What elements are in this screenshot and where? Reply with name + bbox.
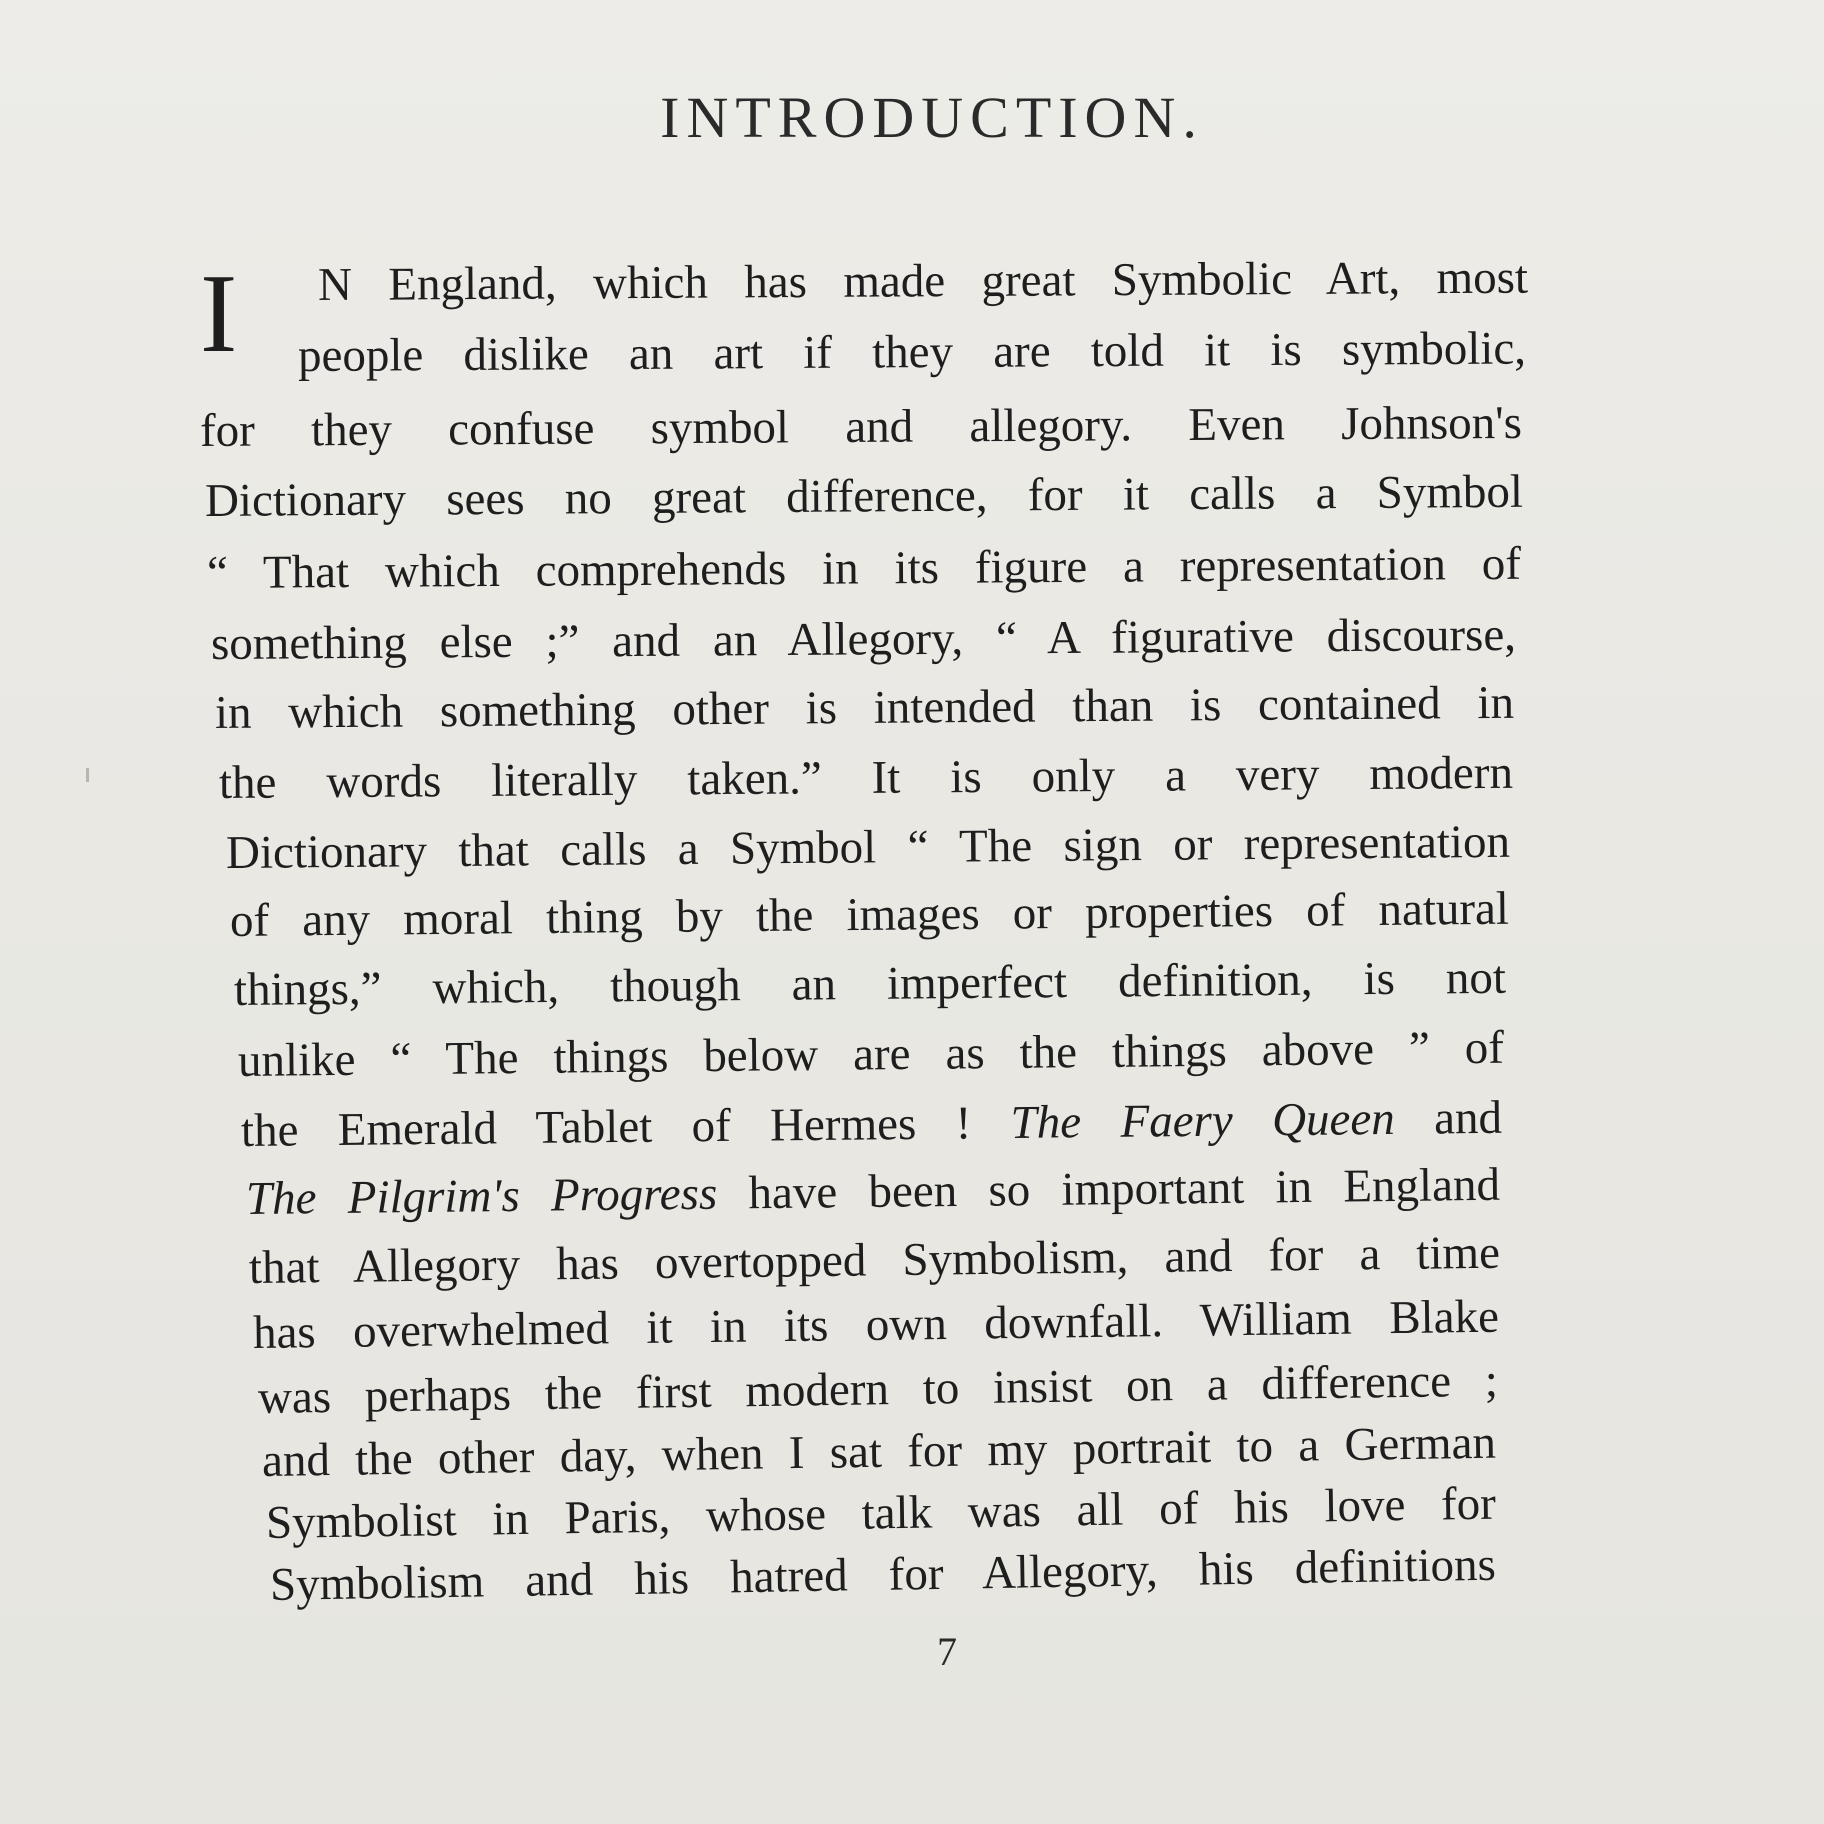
drop-cap: I	[200, 252, 238, 376]
page-number: 7	[937, 1629, 957, 1674]
text-line: in which something other is intended than is contained in	[214, 676, 1515, 739]
text-line	[240, 1091, 1503, 1157]
text-line: the words literally taken.” It is only a very modern	[218, 746, 1514, 809]
line-13-text: the Emerald Tablet of Hermes !	[240, 1097, 972, 1157]
line-14-rest: have been so important in England	[748, 1158, 1501, 1220]
text-line: people dislike an art if they are told it is symbolic,	[297, 322, 1527, 382]
text-line: of any moral thing by the images or properties of natural	[229, 882, 1510, 947]
paper-speck	[86, 768, 89, 782]
text-line: Symbolist in Paris, whose talk was all of his love for	[265, 1477, 1497, 1549]
italic-title-pilgrims-progress: The Pilgrim's Progress	[245, 1167, 718, 1225]
text-line: Dictionary sees no great difference, for it calls a Symbol	[204, 465, 1524, 527]
text-line: that Allegory has overtopped Symbolism, and for a time	[248, 1226, 1501, 1294]
text-line: and the other day, when I sat for my portrait to a German	[261, 1416, 1497, 1487]
text-line: for they confuse symbol and allegory. Even Johnson's	[199, 396, 1523, 457]
text-line: Dictionary that calls a Symbol “ The sign or representation	[225, 815, 1511, 879]
text-line: something else ;” and an Allegory, “ A figurative discourse,	[210, 608, 1517, 670]
text-line: was perhaps the first modern to insist on a difference ;	[257, 1354, 1499, 1424]
italic-title-faery-queen: The Faery Queen	[1010, 1092, 1395, 1149]
line-13-end: and	[1433, 1091, 1503, 1145]
text-line: things,” which, though an imperfect definition, is not	[233, 951, 1507, 1016]
page-title: INTRODUCTION.	[660, 85, 1204, 150]
text-line: N England, which has made great Symbolic Art, most	[317, 251, 1529, 311]
text-line: “ That which comprehends in its figure a representation of	[206, 537, 1522, 599]
text-line	[245, 1158, 1501, 1225]
text-line: unlike “ The things below are as the things above ” of	[237, 1021, 1505, 1087]
text-line: has overwhelmed it in its own downfall. William Blake	[252, 1290, 1500, 1359]
text-line: Symbolism and his hatred for Allegory, his definitions	[269, 1538, 1497, 1611]
